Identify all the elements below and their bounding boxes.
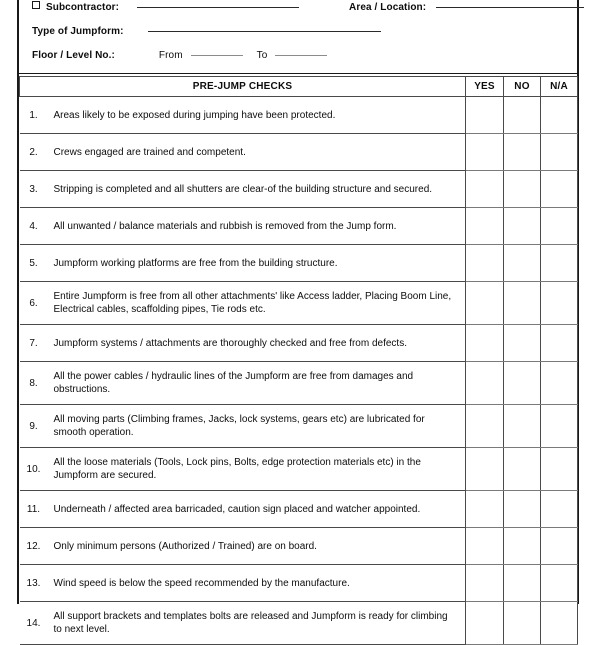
cell-na[interactable] [541,325,578,362]
row-check-description: All the power cables / hydraulic lines of the Jumpform are free from damages and obstructions. [50,362,466,405]
form-header-block [19,0,577,74]
column-header-no: NO [504,77,541,97]
cell-na[interactable] [541,565,578,602]
table-row [20,245,578,282]
cell-yes[interactable] [466,528,504,565]
cell-yes[interactable] [466,405,504,448]
field-subcontractor [32,2,299,13]
row-number: 2. [20,134,50,171]
row-check-description: All support brackets and templates bolts are released and Jumpform is ready for climbing to next level. [50,602,466,645]
row-check-description: All the loose materials (Tools, Lock pins, Bolts, edge protection materials etc) in the Jumpform are secured. [50,448,466,491]
area-location-label: Area / Location: [349,2,427,13]
cell-na[interactable] [541,602,578,645]
row-check-description: Entire Jumpform is free from all other attachments' like Access ladder, Placing Boom Line, Electrical cables, scaffolding pipes, Tie rods etc. [50,282,466,325]
cell-no[interactable] [504,97,541,134]
row-number: 11. [20,491,50,528]
row-check-description: Only minimum persons (Authorized / Trained) are on board. [50,528,466,565]
area-location-input-line[interactable] [436,7,584,8]
cell-yes[interactable] [466,602,504,645]
row-check-description: All moving parts (Climbing frames, Jacks, lock systems, gears etc) are lubricated for smooth operation. [50,405,466,448]
cell-yes[interactable] [466,208,504,245]
field-area-location [349,2,584,13]
row-number: 4. [20,208,50,245]
table-row [20,565,578,602]
cell-yes[interactable] [466,282,504,325]
column-header-yes: YES [466,77,504,97]
cell-na[interactable] [541,134,578,171]
cell-na[interactable] [541,491,578,528]
row-number: 3. [20,171,50,208]
table-row [20,325,578,362]
cell-no[interactable] [504,362,541,405]
cell-no[interactable] [504,602,541,645]
type-of-jumpform-label: Type of Jumpform: [32,26,124,37]
cell-no[interactable] [504,565,541,602]
cell-no[interactable] [504,134,541,171]
row-number: 5. [20,245,50,282]
pre-jump-checks-table-wrapper [19,76,577,645]
column-header-na: N/A [541,77,578,97]
row-check-description: Stripping is completed and all shutters are clear-of the building structure and secured. [50,171,466,208]
cell-yes[interactable] [466,171,504,208]
cell-na[interactable] [541,97,578,134]
row-check-description: Crews engaged are trained and competent. [50,134,466,171]
row-check-description: Areas likely to be exposed during jumping have been protected. [50,97,466,134]
row-number: 6. [20,282,50,325]
table-row [20,171,578,208]
table-header-row [20,77,578,97]
row-number: 12. [20,528,50,565]
table-head [20,77,578,97]
row-number: 14. [20,602,50,645]
cell-no[interactable] [504,282,541,325]
table-row [20,362,578,405]
cell-na[interactable] [541,245,578,282]
table-row [20,282,578,325]
row-number: 7. [20,325,50,362]
cell-na[interactable] [541,362,578,405]
cell-yes[interactable] [466,245,504,282]
cell-no[interactable] [504,171,541,208]
row-number: 10. [20,448,50,491]
field-floor-level [32,50,327,61]
cell-na[interactable] [541,528,578,565]
cell-na[interactable] [541,405,578,448]
row-number: 13. [20,565,50,602]
cell-yes[interactable] [466,97,504,134]
to-label: To [256,50,268,61]
row-check-description: Wind speed is below the speed recommended by the manufacture. [50,565,466,602]
cell-na[interactable] [541,282,578,325]
subcontractor-input-line[interactable] [137,7,299,8]
table-row [20,405,578,448]
cell-no[interactable] [504,448,541,491]
row-check-description: Jumpform working platforms are free from the building structure. [50,245,466,282]
field-type-of-jumpform [32,26,381,37]
row-number: 8. [20,362,50,405]
to-input-line[interactable] [275,55,327,56]
cell-na[interactable] [541,448,578,491]
row-number: 1. [20,97,50,134]
cell-yes[interactable] [466,491,504,528]
table-row [20,134,578,171]
table-row [20,208,578,245]
cell-yes[interactable] [466,362,504,405]
column-header-checks: PRE-JUMP CHECKS [20,77,466,97]
cell-no[interactable] [504,405,541,448]
table-row [20,602,578,645]
table-row [20,528,578,565]
pre-jump-checks-table [19,76,578,645]
table-row [20,97,578,134]
from-input-line[interactable] [191,55,243,56]
cell-no[interactable] [504,528,541,565]
cell-no[interactable] [504,245,541,282]
cell-na[interactable] [541,208,578,245]
checkbox-subcontractor[interactable] [32,1,40,9]
table-body [20,97,578,645]
row-number: 9. [20,405,50,448]
subcontractor-label: Subcontractor: [46,2,120,13]
cell-yes[interactable] [466,565,504,602]
type-of-jumpform-input-line[interactable] [148,31,381,32]
cell-yes[interactable] [466,134,504,171]
row-check-description: Jumpform systems / attachments are thoroughly checked and free from defects. [50,325,466,362]
cell-yes[interactable] [466,325,504,362]
table-row [20,491,578,528]
cell-no[interactable] [504,491,541,528]
cell-no[interactable] [504,325,541,362]
cell-na[interactable] [541,171,578,208]
row-check-description: All unwanted / balance materials and rubbish is removed from the Jump form. [50,208,466,245]
from-label: From [158,50,183,61]
cell-no[interactable] [504,208,541,245]
table-row [20,448,578,491]
floor-level-label: Floor / Level No.: [32,50,115,61]
cell-yes[interactable] [466,448,504,491]
row-check-description: Underneath / affected area barricaded, caution sign placed and watcher appointed. [50,491,466,528]
